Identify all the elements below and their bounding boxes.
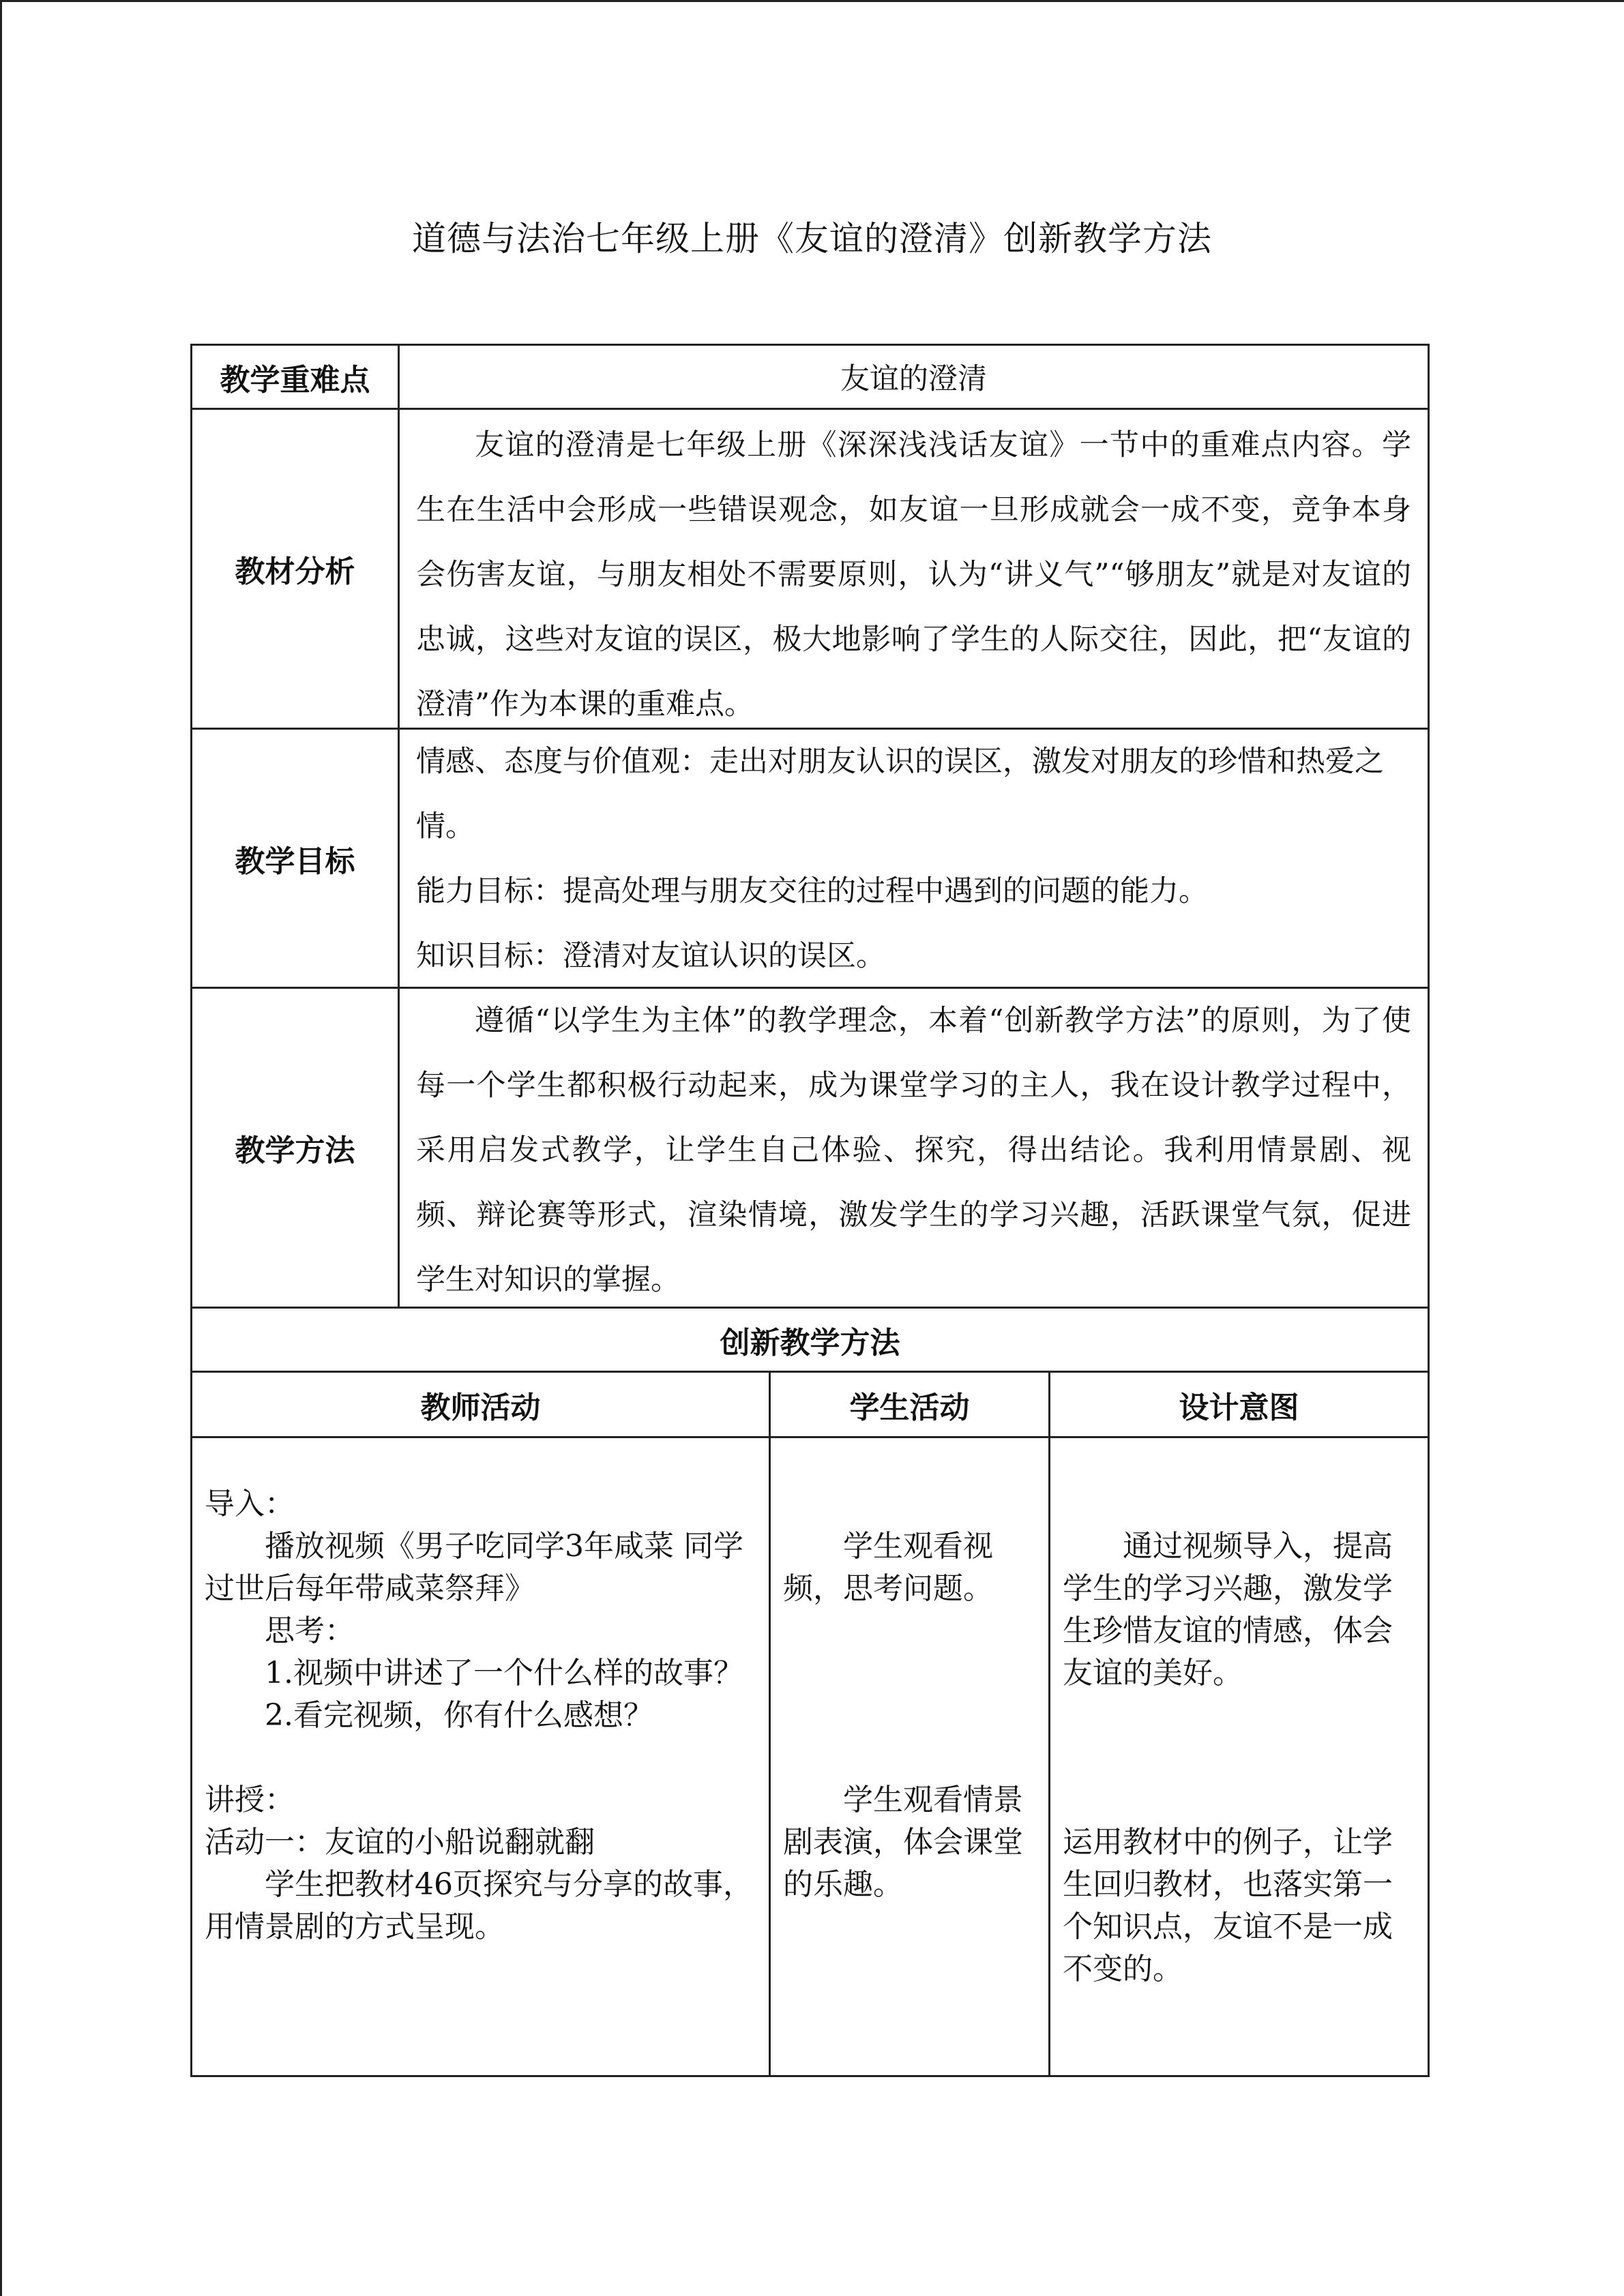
section-title: 创新教学方法 <box>720 1325 900 1360</box>
student-activity-1: 学生观看视频，思考问题。 <box>783 1529 993 1606</box>
document-title: 道德与法治七年级上册《友谊的澄清》创新教学方法 <box>412 219 1212 258</box>
goals-content <box>400 730 1428 987</box>
student-activity-2: 学生观看情景剧表演，体会课堂的乐趣。 <box>783 1783 1023 1902</box>
goals-label: 教学目标 <box>235 844 355 879</box>
design-intent-1: 通过视频导入，提高学生的学习兴趣，激发学生珍惜友谊的情感，体会友谊的美好。 <box>1063 1529 1393 1690</box>
question-1: 1.视频中讲述了一个什么样的故事？ <box>265 1656 743 1690</box>
think-label: 思考： <box>265 1613 355 1648</box>
method-text: 遵循“以学生为主体”的教学理念，本着“创新教学方法”的原则，为了使每一个学生都积极行动起来，成为课堂学习的主人，我在设计教学过程中，采用启发式教学，让学生自己体验、探究，得出结论。我利用情景剧、视频、辩论赛等形式，渲染情境，激发学生的学习兴趣，活跃课堂气氛，促进学生对知识的掌握。 <box>416 1004 1411 1297</box>
analysis-label: 教材分析 <box>235 554 355 589</box>
goal-knowledge: 知识目标：澄清对友谊认识的误区。 <box>416 939 885 973</box>
col-header-intent: 设计意图 <box>1179 1390 1299 1425</box>
analysis-text: 友谊的澄清是七年级上册《深深浅浅话友谊》一节中的重难点内容。学生在生活中会形成一些错误观念，如友谊一旦形成就会一成不变，竞争本身会伤害友谊，与朋友相处不需要原则，认为“讲义气”“够朋友”就是对友谊的忠诚，这些对友谊的误区，极大地影响了学生的人际交往，因此，把“友谊的澄清”作为本课的重难点。 <box>416 428 1411 721</box>
activity-1-desc: 学生把教材46页探究与分享的故事，用情景剧的方式呈现。 <box>205 1867 753 1944</box>
intro-video: 播放视频《男子吃同学3年咸菜 同学过世后每年带咸菜祭拜》 <box>205 1529 743 1606</box>
design-intents <box>1050 1438 1428 2075</box>
goal-emotion: 情感、态度与价值观：走出对朋友认识的误区，激发对朋友的珍惜和热爱之情。 <box>416 745 1384 844</box>
lecture-label: 讲授： <box>205 1783 295 1817</box>
student-activities <box>771 1438 1048 2075</box>
question-2: 2.看完视频，你有什么感想？ <box>265 1698 653 1733</box>
col-header-teacher: 教师活动 <box>420 1390 541 1425</box>
key-point-label: 教学重难点 <box>220 362 370 398</box>
activity-1-title: 活动一：友谊的小船说翻就翻 <box>205 1825 595 1860</box>
method-label: 教学方法 <box>235 1133 355 1168</box>
col-header-student: 学生活动 <box>849 1390 970 1425</box>
teacher-activities <box>192 1438 769 2075</box>
intro-label: 导入： <box>205 1487 295 1521</box>
key-point-value: 友谊的澄清 <box>840 362 987 396</box>
goal-ability: 能力目标：提高处理与朋友交往的过程中遇到的问题的能力。 <box>416 874 1208 908</box>
design-intent-2: 运用教材中的例子，让学生回归教材，也落实第一个知识点，友谊不是一成不变的。 <box>1063 1825 1393 1986</box>
